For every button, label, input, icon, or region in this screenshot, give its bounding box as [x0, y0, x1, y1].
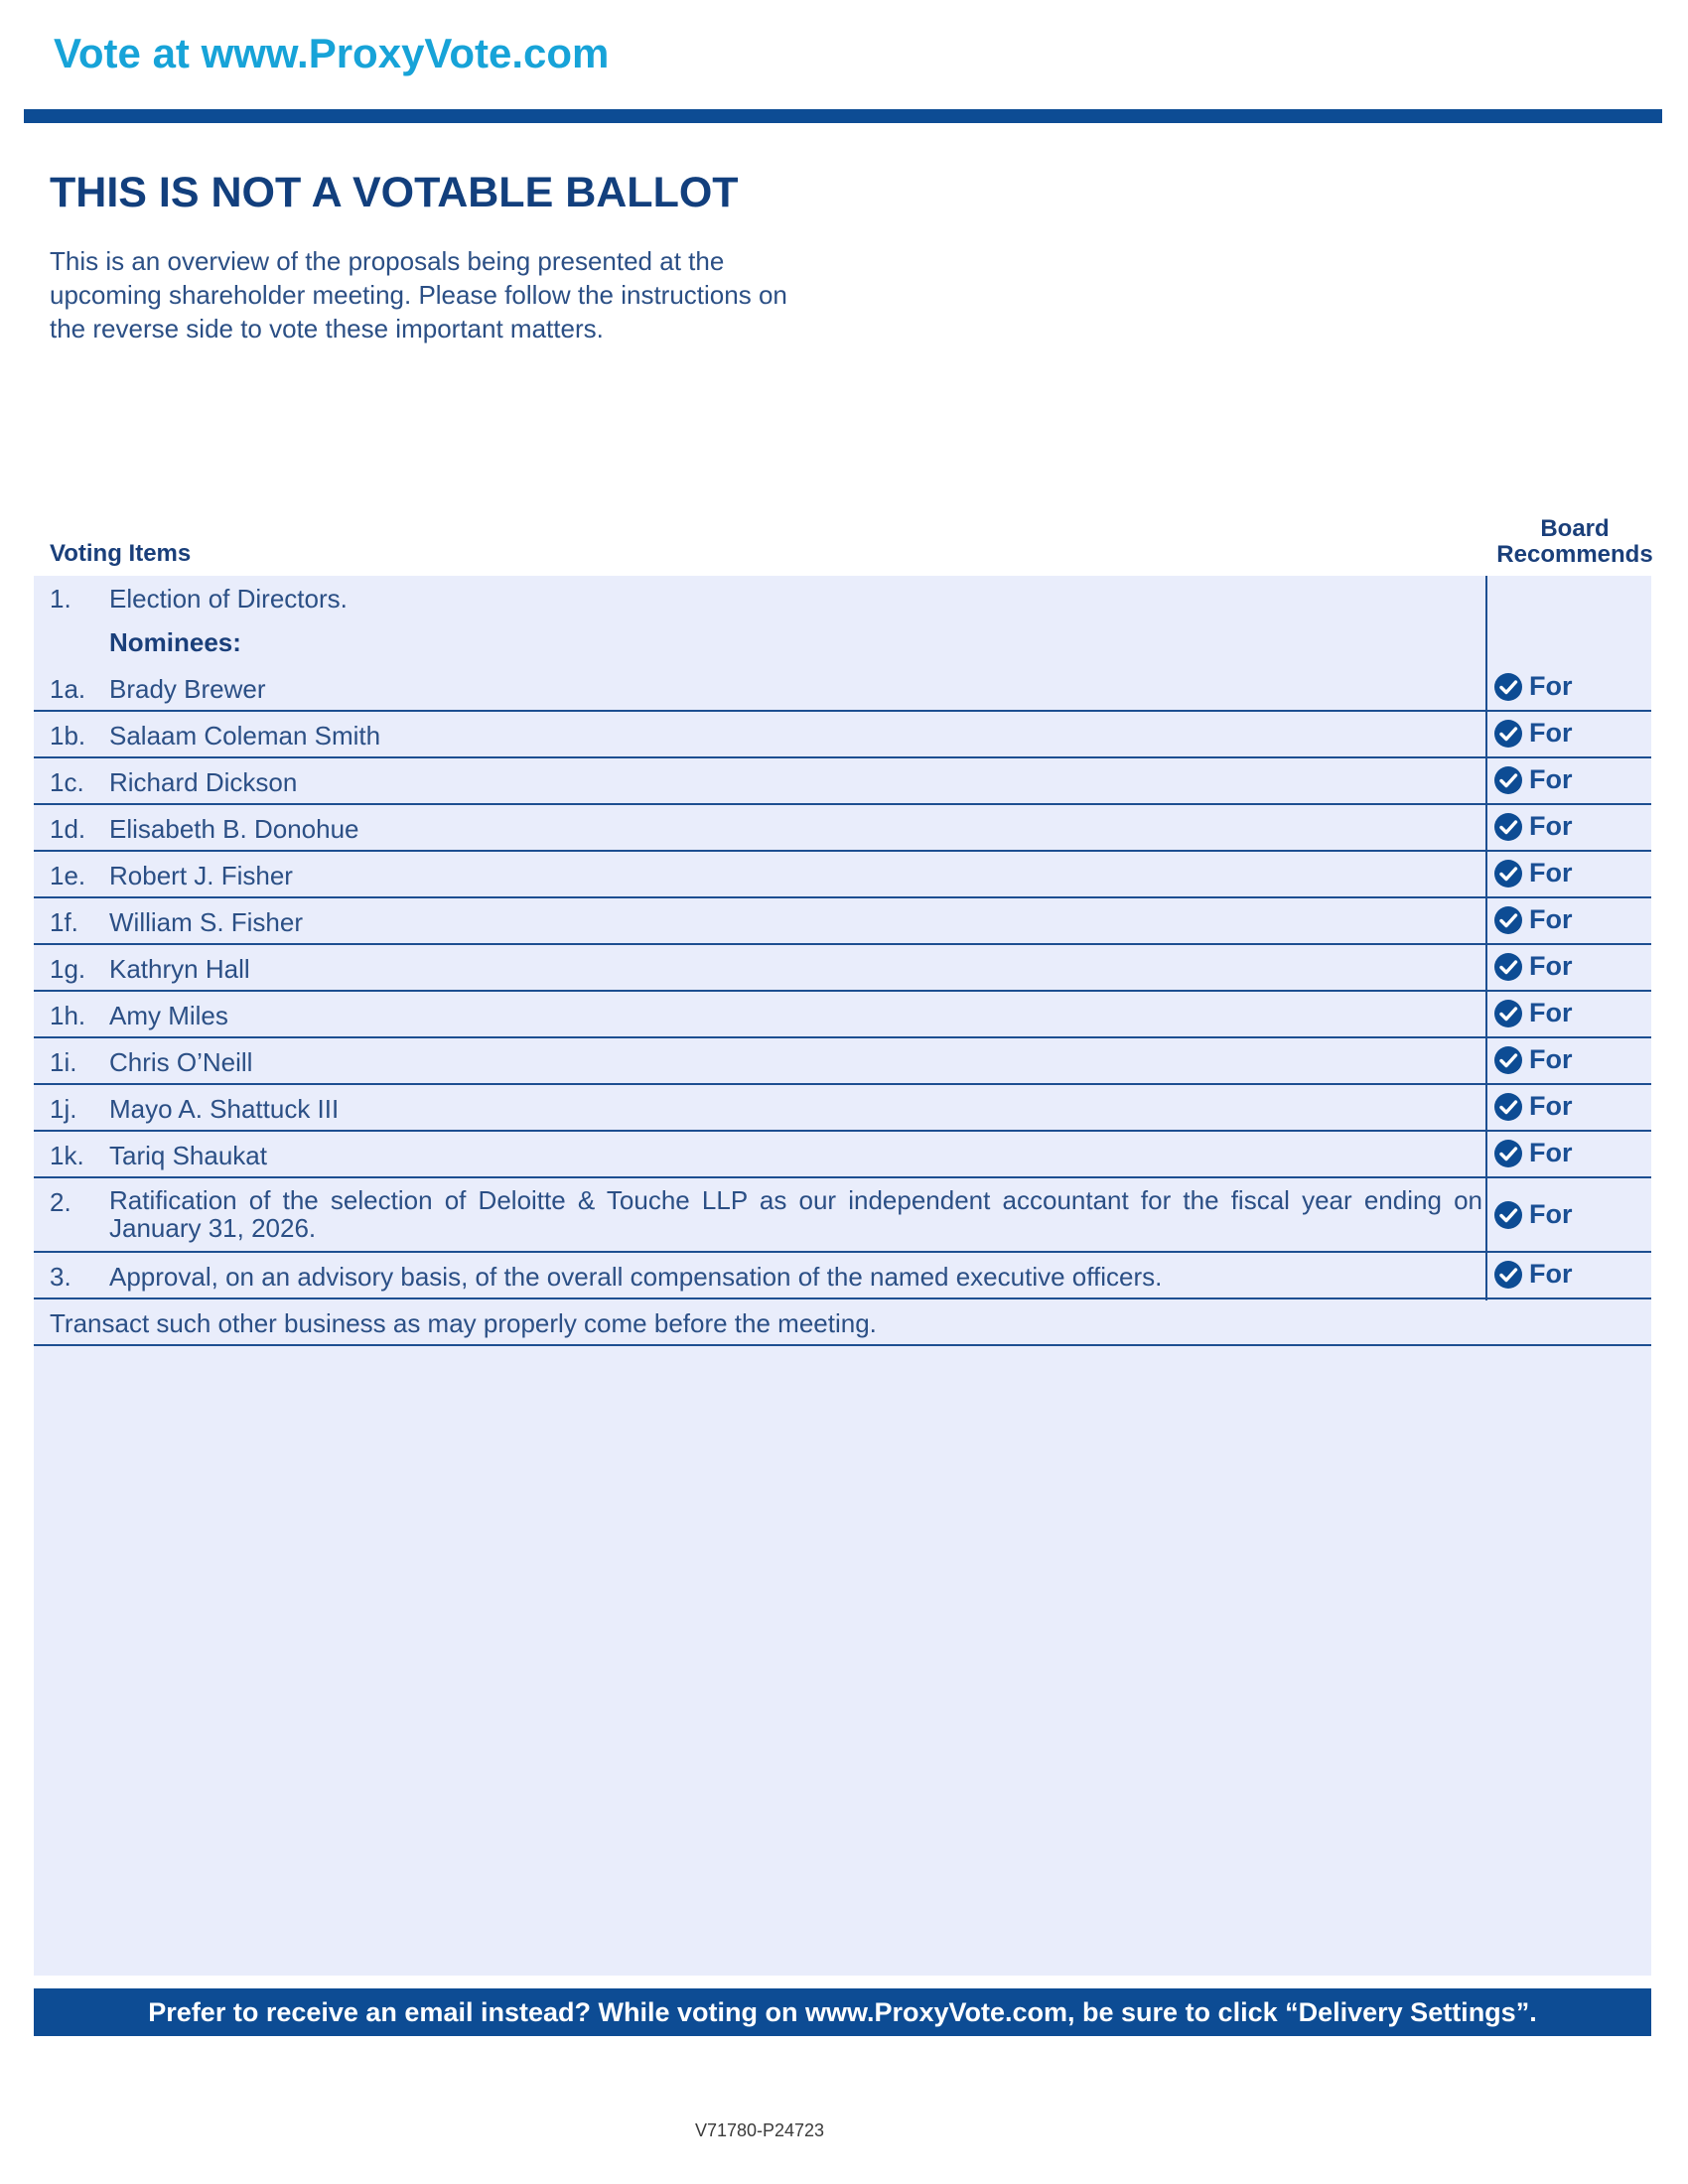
intro-line: the reverse side to vote these important matters.	[50, 314, 604, 343]
item-number: 1h.	[50, 1001, 86, 1030]
item-number: 1f.	[50, 907, 78, 937]
item-text: Mayo A. Shattuck III	[109, 1094, 340, 1124]
board-recommendation	[1493, 764, 1642, 795]
table-row	[34, 945, 1651, 992]
item-text: Robert J. Fisher	[109, 861, 293, 890]
recommendation-label: For	[1529, 858, 1573, 887]
item-number: 1d.	[50, 814, 86, 844]
check-circle-icon	[1493, 672, 1523, 702]
item-number: 1.	[50, 584, 71, 614]
item-number: 1b.	[50, 721, 86, 751]
recommendation-label: For	[1529, 764, 1573, 794]
recommendation-label: For	[1529, 718, 1573, 748]
table-row	[34, 712, 1651, 758]
intro-line: This is an overview of the proposals being presented at the	[50, 246, 725, 276]
table-row	[34, 1085, 1651, 1132]
table-row	[34, 1253, 1651, 1299]
table-row	[34, 665, 1651, 712]
email-delivery-banner	[34, 1988, 1651, 2036]
board-recommendation	[1493, 718, 1642, 749]
item-number: 1a.	[50, 674, 86, 704]
item-text: Approval, on an advisory basis, of the overall compensation of the named executive officers.	[109, 1262, 1163, 1292]
board-recommendation	[1493, 1138, 1642, 1168]
item-text: Tariq Shaukat	[109, 1141, 267, 1170]
item-number: 1e.	[50, 861, 86, 890]
item-text: Richard Dickson	[109, 767, 298, 797]
check-circle-icon	[1493, 719, 1523, 749]
check-circle-icon	[1493, 1139, 1523, 1168]
check-circle-icon	[1493, 905, 1523, 935]
check-circle-icon	[1493, 859, 1523, 888]
recommendation-label: For	[1529, 998, 1573, 1027]
check-circle-icon	[1493, 765, 1523, 795]
board-recommendation	[1493, 671, 1642, 702]
table-row	[34, 898, 1651, 945]
document-code: V71780-P24723	[694, 2120, 825, 2140]
item-number: 1g.	[50, 954, 86, 984]
table-row	[34, 852, 1651, 898]
check-circle-icon	[1493, 1045, 1523, 1075]
board-recommendation	[1493, 811, 1642, 842]
header-rule	[24, 109, 1662, 123]
board-recommendation	[1493, 998, 1642, 1028]
recommendation-label: For	[1529, 671, 1573, 701]
table-row	[34, 758, 1651, 805]
item-number: 2.	[50, 1187, 71, 1217]
item-number: 1j.	[50, 1094, 77, 1124]
check-circle-icon	[1493, 1092, 1523, 1122]
check-circle-icon	[1493, 952, 1523, 982]
proxyvote-link[interactable]: Vote at www.ProxyVote.com	[54, 30, 610, 76]
table-row	[34, 992, 1651, 1038]
email-delivery-note: Prefer to receive an email instead? While voting on www.ProxyVote.com, be sure to click “Delivery Settings”.	[148, 1996, 1537, 2027]
recommendation-label: For	[1529, 904, 1573, 934]
item-number: 3.	[50, 1262, 71, 1292]
table-row	[34, 805, 1651, 852]
nominees-label-row	[34, 619, 1651, 665]
board-recommendation	[1493, 1044, 1642, 1075]
item-text: Kathryn Hall	[109, 954, 250, 984]
item-text: Elisabeth B. Donohue	[109, 814, 359, 844]
item-text: Ratification of the selection of Deloitte & Touche LLP as our independent accountant for the fiscal year ending on January 31, 2026.	[109, 1185, 1482, 1243]
board-recommendation	[1493, 1259, 1642, 1290]
item-text: William S. Fisher	[109, 907, 304, 937]
recommendation-label: For	[1529, 1199, 1573, 1229]
page-title: THIS IS NOT A VOTABLE BALLOT	[50, 169, 739, 216]
recommendation-label: For	[1529, 1044, 1573, 1074]
recommendation-label: For	[1529, 1138, 1573, 1167]
board-recommendation	[1493, 1091, 1642, 1122]
intro-text	[50, 244, 844, 345]
recommendation-label: For	[1529, 1259, 1573, 1289]
column-header-board-recommends	[1476, 516, 1674, 568]
item-text: Salaam Coleman Smith	[109, 721, 381, 751]
nominees-label: Nominees:	[109, 627, 241, 657]
item-number: 1k.	[50, 1141, 84, 1170]
table-row	[34, 1132, 1651, 1178]
other-business-row	[34, 1299, 1651, 1346]
table-row	[34, 1178, 1651, 1253]
item-number: 1i.	[50, 1047, 77, 1077]
item-text: Chris O’Neill	[109, 1047, 253, 1077]
item-text: Brady Brewer	[109, 674, 266, 704]
column-header-line: Board	[1540, 515, 1610, 542]
board-recommendation	[1493, 904, 1642, 935]
recommendation-label: For	[1529, 951, 1573, 981]
check-circle-icon	[1493, 1260, 1523, 1290]
column-header-line: Recommends	[1496, 541, 1653, 568]
board-recommendation	[1493, 1199, 1642, 1230]
check-circle-icon	[1493, 812, 1523, 842]
intro-line: upcoming shareholder meeting. Please follow the instructions on	[50, 280, 787, 310]
item-text: Amy Miles	[109, 1001, 228, 1030]
item-number: 1c.	[50, 767, 84, 797]
item-text: Election of Directors.	[109, 584, 348, 614]
board-recommendation	[1493, 858, 1642, 888]
recommendation-label: For	[1529, 1091, 1573, 1121]
table-row	[34, 1038, 1651, 1085]
board-recommendation	[1493, 951, 1642, 982]
column-header-voting-items: Voting Items	[50, 540, 192, 567]
other-business-text: Transact such other business as may properly come before the meeting.	[50, 1308, 877, 1338]
table-row	[34, 576, 1651, 619]
check-circle-icon	[1493, 1200, 1523, 1230]
check-circle-icon	[1493, 999, 1523, 1028]
recommendation-label: For	[1529, 811, 1573, 841]
